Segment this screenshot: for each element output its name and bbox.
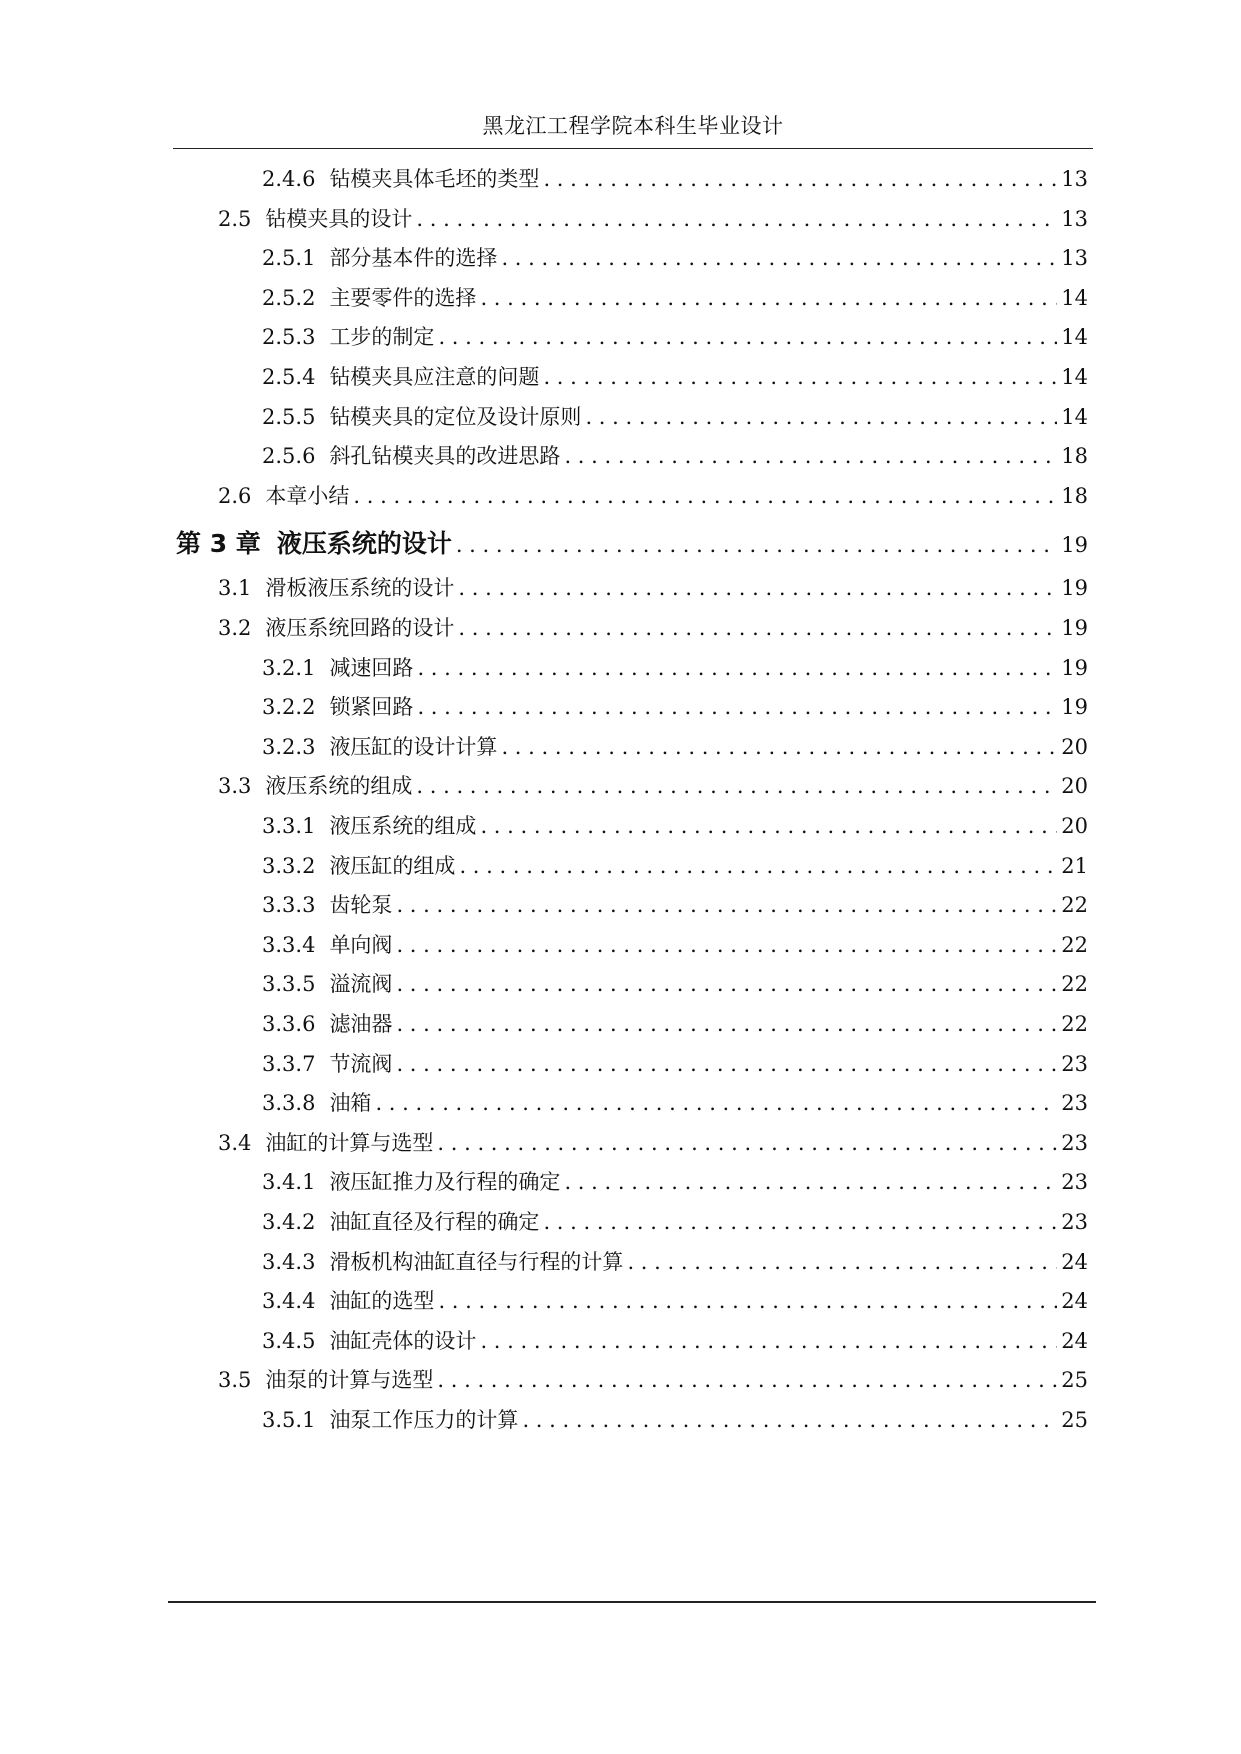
toc-entry-title: 钻模夹具体毛坯的类型 (329, 167, 540, 191)
toc-entry-page-number: 22 (1061, 893, 1088, 918)
toc-entry-title: 液压缸的设计计算 (329, 734, 498, 759)
toc-entry-title: 钻模夹具应注意的问题 (329, 365, 540, 389)
toc-entry-number: 3.4.2 (262, 1210, 316, 1234)
toc-entry-number: 3.3.6 (262, 1012, 316, 1036)
toc-dot-leader (543, 162, 1057, 196)
toc-dot-leader (438, 1284, 1057, 1318)
toc-entry-number: 2.5.3 (262, 325, 316, 350)
toc-entry-page-number: 14 (1061, 285, 1088, 310)
toc-dot-leader (437, 1126, 1057, 1160)
toc-entry-page-number: 25 (1061, 1368, 1088, 1393)
toc-dot-leader (417, 651, 1057, 685)
toc-entry[interactable] (218, 571, 1088, 605)
toc-entry[interactable] (262, 1086, 1088, 1120)
toc-entry-page-number: 18 (1061, 483, 1088, 508)
toc-entry-page-number: 22 (1061, 972, 1088, 997)
toc-dot-leader (480, 1324, 1057, 1358)
toc-dot-leader (522, 1403, 1057, 1437)
toc-entry-number: 3.3.1 (262, 814, 316, 838)
toc-entry-number: 3.2.2 (262, 695, 316, 720)
toc-entry-title: 钻模夹具的设计 (265, 206, 413, 231)
toc-entry-number: 2.5 (218, 206, 252, 231)
toc-entry[interactable] (262, 888, 1088, 922)
toc-entry-title: 液压系统的组成 (329, 814, 477, 838)
toc-entry-number: 3.4.4 (262, 1289, 316, 1314)
toc-entry-page-number: 21 (1061, 853, 1088, 878)
toc-entry-page-number: 14 (1061, 404, 1088, 429)
toc-entry-page-number: 13 (1061, 246, 1088, 271)
toc-entry-title: 液压缸推力及行程的确定 (329, 1170, 561, 1195)
toc-entry-page-number: 23 (1061, 1130, 1088, 1155)
toc-entry[interactable] (218, 479, 1088, 513)
toc-dot-leader (437, 1363, 1057, 1397)
toc-entry-number: 3.3 (218, 774, 252, 799)
toc-dot-leader (396, 967, 1057, 1001)
toc-dot-leader (501, 730, 1057, 764)
toc-entry-number: 2.5.6 (262, 444, 316, 469)
toc-entry-page-number: 25 (1061, 1408, 1088, 1432)
toc-entry-number: 2.6 (218, 483, 252, 508)
toc-entry-page-number: 19 (1061, 576, 1088, 601)
toc-entry[interactable] (218, 202, 1088, 236)
toc-entry-number: 3.3.5 (262, 972, 316, 997)
toc-entry-page-number: 20 (1061, 734, 1088, 759)
toc-entry-page-number: 22 (1061, 1012, 1088, 1036)
toc-entry[interactable] (262, 162, 1088, 196)
toc-dot-leader (459, 849, 1057, 883)
toc-entry[interactable] (218, 769, 1088, 803)
toc-entry[interactable] (262, 1205, 1088, 1239)
toc-entry-page-number: 18 (1061, 444, 1088, 469)
toc-entry-number: 3.2.3 (262, 734, 316, 759)
toc-entry-title: 滤油器 (329, 1012, 393, 1036)
toc-entry-title: 单向阀 (329, 932, 393, 957)
toc-entry-title: 锁紧回路 (329, 695, 414, 720)
toc-entry-title: 溢流阀 (329, 972, 393, 997)
toc-entry-title: 减速回路 (329, 655, 414, 680)
toc-entry-title: 工步的制定 (329, 325, 435, 350)
toc-chapter-entry[interactable] (176, 525, 1088, 563)
toc-dot-leader (438, 320, 1057, 354)
toc-entry-title: 液压系统的组成 (265, 774, 413, 799)
toc-entry[interactable] (218, 1363, 1088, 1397)
toc-dot-leader (480, 281, 1057, 315)
toc-entry-number: 3.5.1 (262, 1408, 316, 1432)
toc-entry[interactable] (262, 400, 1088, 434)
toc-entry-page-number: 14 (1061, 365, 1088, 389)
toc-dot-leader (564, 439, 1057, 473)
toc-dot-leader (396, 1047, 1057, 1081)
toc-dot-leader (416, 769, 1057, 803)
page-header: 黑龙江工程学院本科生毕业设计 (482, 114, 784, 138)
toc-entry-page-number: 14 (1061, 325, 1088, 350)
toc-entry-page-number: 23 (1061, 1051, 1088, 1076)
toc-entry-page-number: 23 (1061, 1210, 1088, 1234)
toc-entry-page-number: 24 (1061, 1328, 1088, 1353)
toc-entry[interactable] (262, 320, 1088, 354)
toc-entry-title: 油泵工作压力的计算 (329, 1408, 519, 1432)
toc-dot-leader (543, 1205, 1057, 1239)
toc-entry-number: 2.5.5 (262, 404, 316, 429)
toc-entry-page-number: 24 (1061, 1289, 1088, 1314)
toc-entry-title: 本章小结 (265, 483, 350, 508)
toc-entry-number: 3.2.1 (262, 655, 316, 680)
toc-entry-page-number: 19 (1061, 695, 1088, 720)
toc-entry[interactable] (218, 611, 1088, 645)
toc-entry-title: 油缸壳体的设计 (329, 1328, 477, 1353)
toc-entry[interactable] (262, 360, 1088, 394)
toc-entry-title: 斜孔钻模夹具的改进思路 (329, 444, 561, 469)
toc-entry[interactable] (262, 690, 1088, 724)
toc-entry-title: 油泵的计算与选型 (265, 1368, 434, 1393)
toc-entry-number: 3.4.5 (262, 1328, 316, 1353)
toc-entry-title: 节流阀 (329, 1051, 393, 1076)
toc-entry[interactable] (262, 1007, 1088, 1041)
toc-entry[interactable] (262, 849, 1088, 883)
toc-dot-leader (458, 611, 1057, 645)
toc-entry[interactable] (262, 439, 1088, 473)
toc-entry-title: 液压系统回路的设计 (265, 616, 455, 640)
toc-entry[interactable] (262, 928, 1088, 962)
toc-entry-number: 3.3.4 (262, 932, 316, 957)
toc-entry[interactable] (262, 281, 1088, 315)
toc-entry-page-number: 19 (1061, 533, 1088, 558)
toc-entry[interactable] (262, 1245, 1088, 1279)
toc-entry[interactable] (218, 1126, 1088, 1160)
toc-entry-number: 3.4.3 (262, 1249, 316, 1274)
toc-entry[interactable] (262, 1324, 1088, 1358)
toc-dot-leader (353, 479, 1057, 513)
toc-dot-leader (627, 1245, 1057, 1279)
toc-dot-leader (375, 1086, 1057, 1120)
toc-entry[interactable] (262, 241, 1088, 275)
toc-entry-number: 2.5.2 (262, 285, 316, 310)
toc-entry-number: 第 3 章 (176, 529, 261, 559)
toc-entry-title: 钻模夹具的定位及设计原则 (329, 404, 582, 429)
toc-dot-leader (456, 526, 1057, 564)
toc-dot-leader (396, 928, 1057, 962)
toc-entry-number: 2.5.4 (262, 365, 316, 389)
toc-entry-number: 3.5 (218, 1368, 252, 1393)
toc-entry[interactable] (262, 651, 1088, 685)
toc-entry-page-number: 19 (1061, 616, 1088, 640)
toc-entry-number: 3.1 (218, 576, 252, 601)
toc-entry-title: 滑板液压系统的设计 (265, 576, 455, 601)
toc-entry-number: 3.2 (218, 616, 252, 640)
toc-entry-title: 滑板机构油缸直径与行程的计算 (329, 1249, 624, 1274)
toc-entry-page-number: 23 (1061, 1170, 1088, 1195)
toc-entry-title: 油缸的计算与选型 (265, 1130, 434, 1155)
toc-entry[interactable] (262, 1284, 1088, 1318)
toc-entry-title: 液压系统的设计 (276, 529, 452, 559)
toc-entry-page-number: 13 (1061, 167, 1088, 191)
toc-dot-leader (416, 202, 1057, 236)
toc-dot-leader (417, 690, 1057, 724)
toc-entry-page-number: 22 (1061, 932, 1088, 957)
toc-entry[interactable] (262, 730, 1088, 764)
toc-entry-number: 3.3.8 (262, 1091, 316, 1116)
toc-entry-number: 2.4.6 (262, 167, 316, 191)
toc-dot-leader (585, 400, 1057, 434)
toc-entry-number: 2.5.1 (262, 246, 316, 271)
toc-entry-page-number: 24 (1061, 1249, 1088, 1274)
toc-entry-page-number: 20 (1061, 814, 1088, 838)
toc-entry-number: 3.3.7 (262, 1051, 316, 1076)
toc-entry-page-number: 19 (1061, 655, 1088, 680)
toc-dot-leader (543, 360, 1057, 394)
toc-entry-title: 部分基本件的选择 (329, 246, 498, 271)
toc-entry-number: 3.4 (218, 1130, 252, 1155)
toc-entry-title: 主要零件的选择 (329, 285, 477, 310)
footer-rule (168, 1601, 1096, 1603)
toc-dot-leader (458, 571, 1057, 605)
toc-entry-number: 3.3.2 (262, 853, 316, 878)
toc-dot-leader (396, 888, 1057, 922)
toc-entry-page-number: 13 (1061, 206, 1088, 231)
toc-entry[interactable] (262, 1165, 1088, 1199)
toc-entry-title: 油箱 (329, 1091, 372, 1116)
toc-entry-page-number: 23 (1061, 1091, 1088, 1116)
toc-entry[interactable] (262, 967, 1088, 1001)
toc-dot-leader (396, 1007, 1057, 1041)
toc-entry-number: 3.4.1 (262, 1170, 316, 1195)
toc-dot-leader (564, 1165, 1057, 1199)
toc-entry-title: 液压缸的组成 (329, 853, 456, 878)
toc-dot-leader (480, 809, 1057, 843)
toc-entry[interactable] (262, 809, 1088, 843)
toc-entry-page-number: 20 (1061, 774, 1088, 799)
toc-dot-leader (501, 241, 1057, 275)
toc-entry-number: 3.3.3 (262, 893, 316, 918)
toc-entry-title: 油缸直径及行程的确定 (329, 1210, 540, 1234)
toc-entry[interactable] (262, 1047, 1088, 1081)
toc-entry-title: 齿轮泵 (329, 893, 393, 918)
toc-entry[interactable] (262, 1403, 1088, 1437)
toc-entry-title: 油缸的选型 (329, 1289, 435, 1314)
